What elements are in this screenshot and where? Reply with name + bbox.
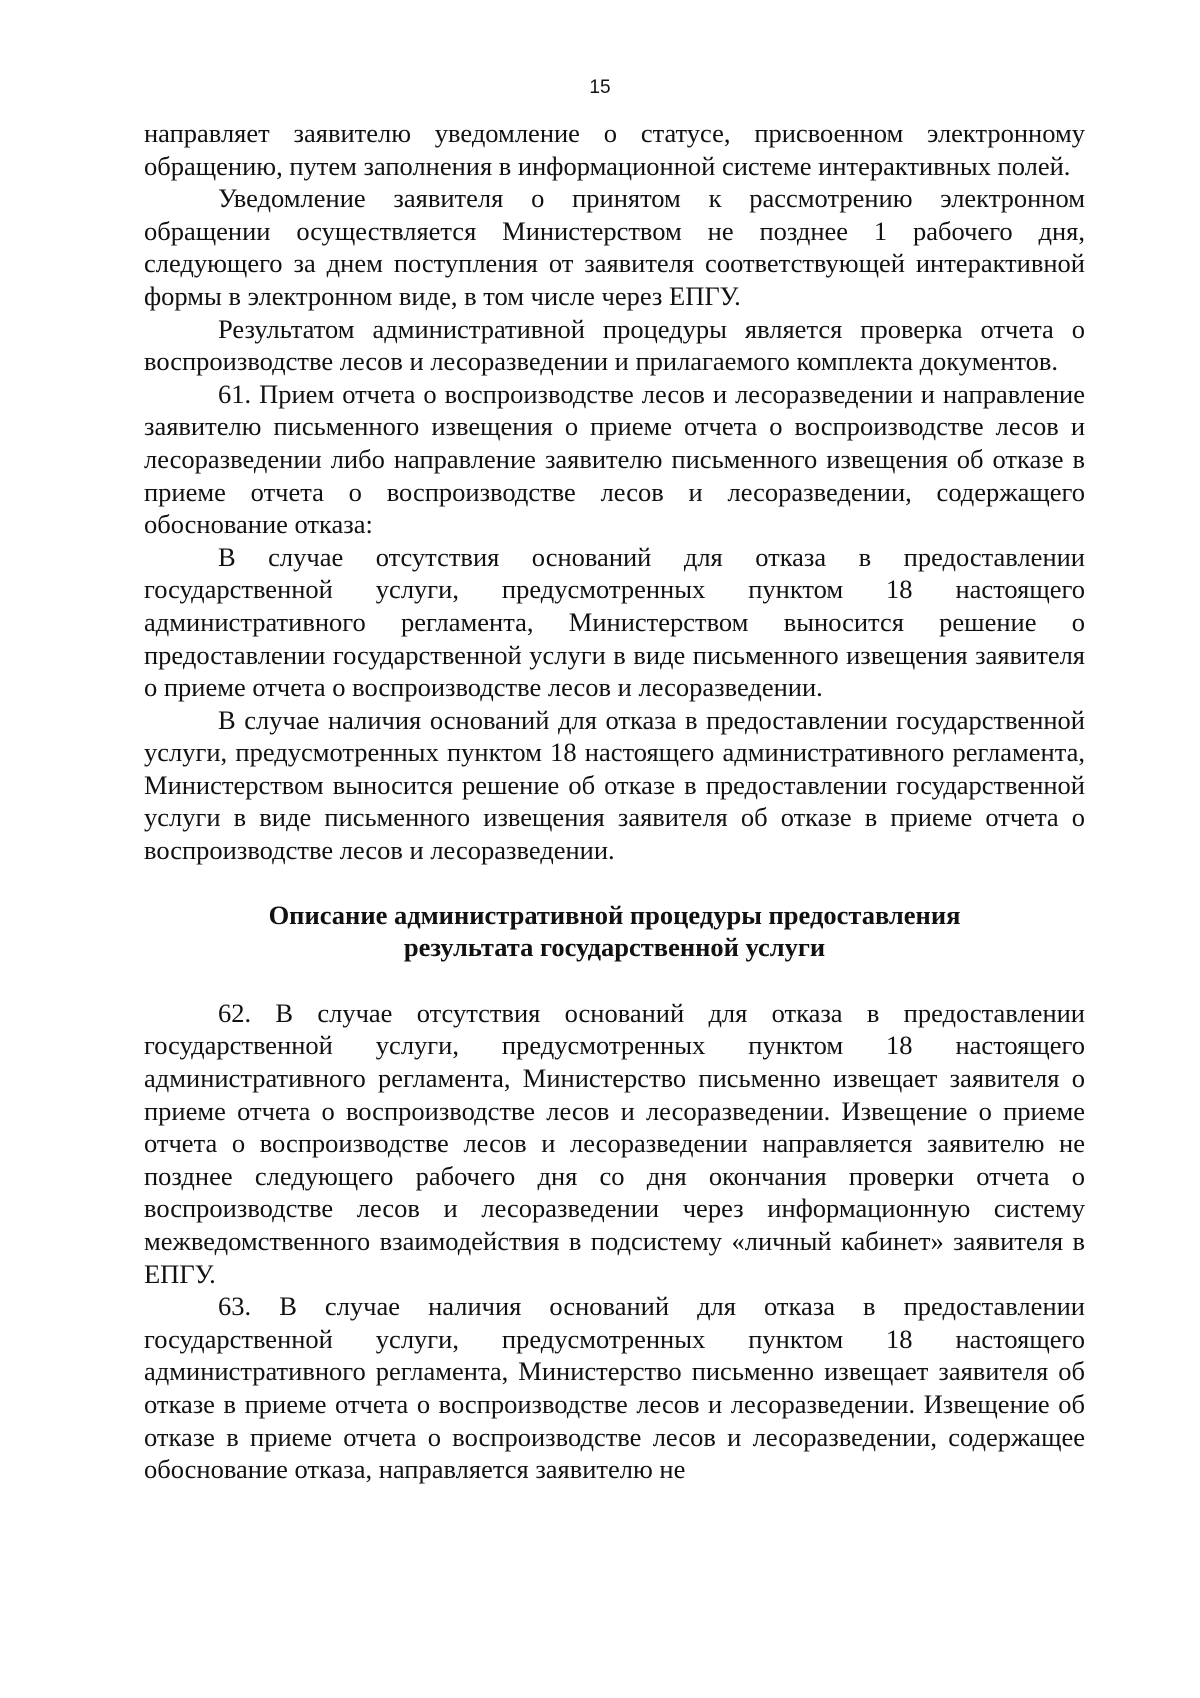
section-heading-line-2: результата государственной услуги <box>403 932 826 963</box>
section-heading <box>144 899 1085 997</box>
paragraph-grounds: В случае наличия оснований для отказа в предоставлении государственной услуги, предусмотренных пунктом 18 настоящего административного регламента, Министерством выносится решение об отказе в предоставлении государственной услуги в виде письменного извещения заявителя об отказе в приеме отчета о воспроизводстве лесов и лесоразведении. <box>144 704 1085 866</box>
paragraph-item-62: 62. В случае отсутствия оснований для отказа в предоставлении государственной услуги, предусмотренных пунктом 18 настоящего административного регламента, Министерство письменно извещает заявителя о приеме отчета о воспроизводстве лесов и лесоразведении. Извещение о приеме отчета о воспроизводстве лесов и лесоразведении направляется заявителю не позднее следующего рабочего дня со дня окончания проверки отчета о воспроизводстве лесов и лесоразведении через информационную систему межведомственного взаимодействия в подсистему «личный кабинет» заявителя в ЕПГУ. <box>144 997 1085 1289</box>
section-heading-line-1: Описание административной процедуры предоставления <box>268 899 961 930</box>
paragraph-continuation: направляет заявителю уведомление о статусе, присвоенном электронному обращению, путем заполнения в информационной системе интерактивных полей. <box>144 118 1085 181</box>
paragraph-item-63: 63. В случае наличия оснований для отказа в предоставлении государственной услуги, предусмотренных пунктом 18 настоящего административного регламента, Министерство письменно извещает заявителя об отказе в приеме отчета о воспроизводстве лесов и лесоразведении. Извещение об отказе в приеме отчета о воспроизводстве лесов и лесоразведении, содержащее обоснование отказа, направляется заявителю не <box>144 1291 1085 1485</box>
paragraph-result: Результатом административной процедуры является проверка отчета о воспроизводстве лесов и лесоразведении и прилагаемого комплекта документов. <box>144 313 1085 377</box>
paragraph-notification: Уведомление заявителя о принятом к рассмотрению электронном обращении осуществляется Министерством не позднее 1 рабочего дня, следующего за днем поступления от заявителя соответствующей интерактивной формы в электронном виде, в том числе через ЕПГУ. <box>144 183 1085 311</box>
paragraph-no-grounds: В случае отсутствия оснований для отказа в предоставлении государственной услуги, предусмотренных пунктом 18 настоящего административного регламента, Министерством выносится решение о предоставлении государственной услуги в виде письменного извещения заявителя о приеме отчета о воспроизводстве лесов и лесоразведении. <box>144 541 1085 703</box>
page-number: 15 <box>589 77 611 98</box>
document-body <box>144 117 1085 1486</box>
paragraph-item-61: 61. Прием отчета о воспроизводстве лесов и лесоразведении и направление заявителю письменного извещения о приеме отчета о воспроизводстве лесов и лесоразведении либо направление заявителю письменного извещения об отказе в приеме отчета о воспроизводстве лесов и лесоразведении, содержащего обоснование отказа: <box>144 378 1085 540</box>
